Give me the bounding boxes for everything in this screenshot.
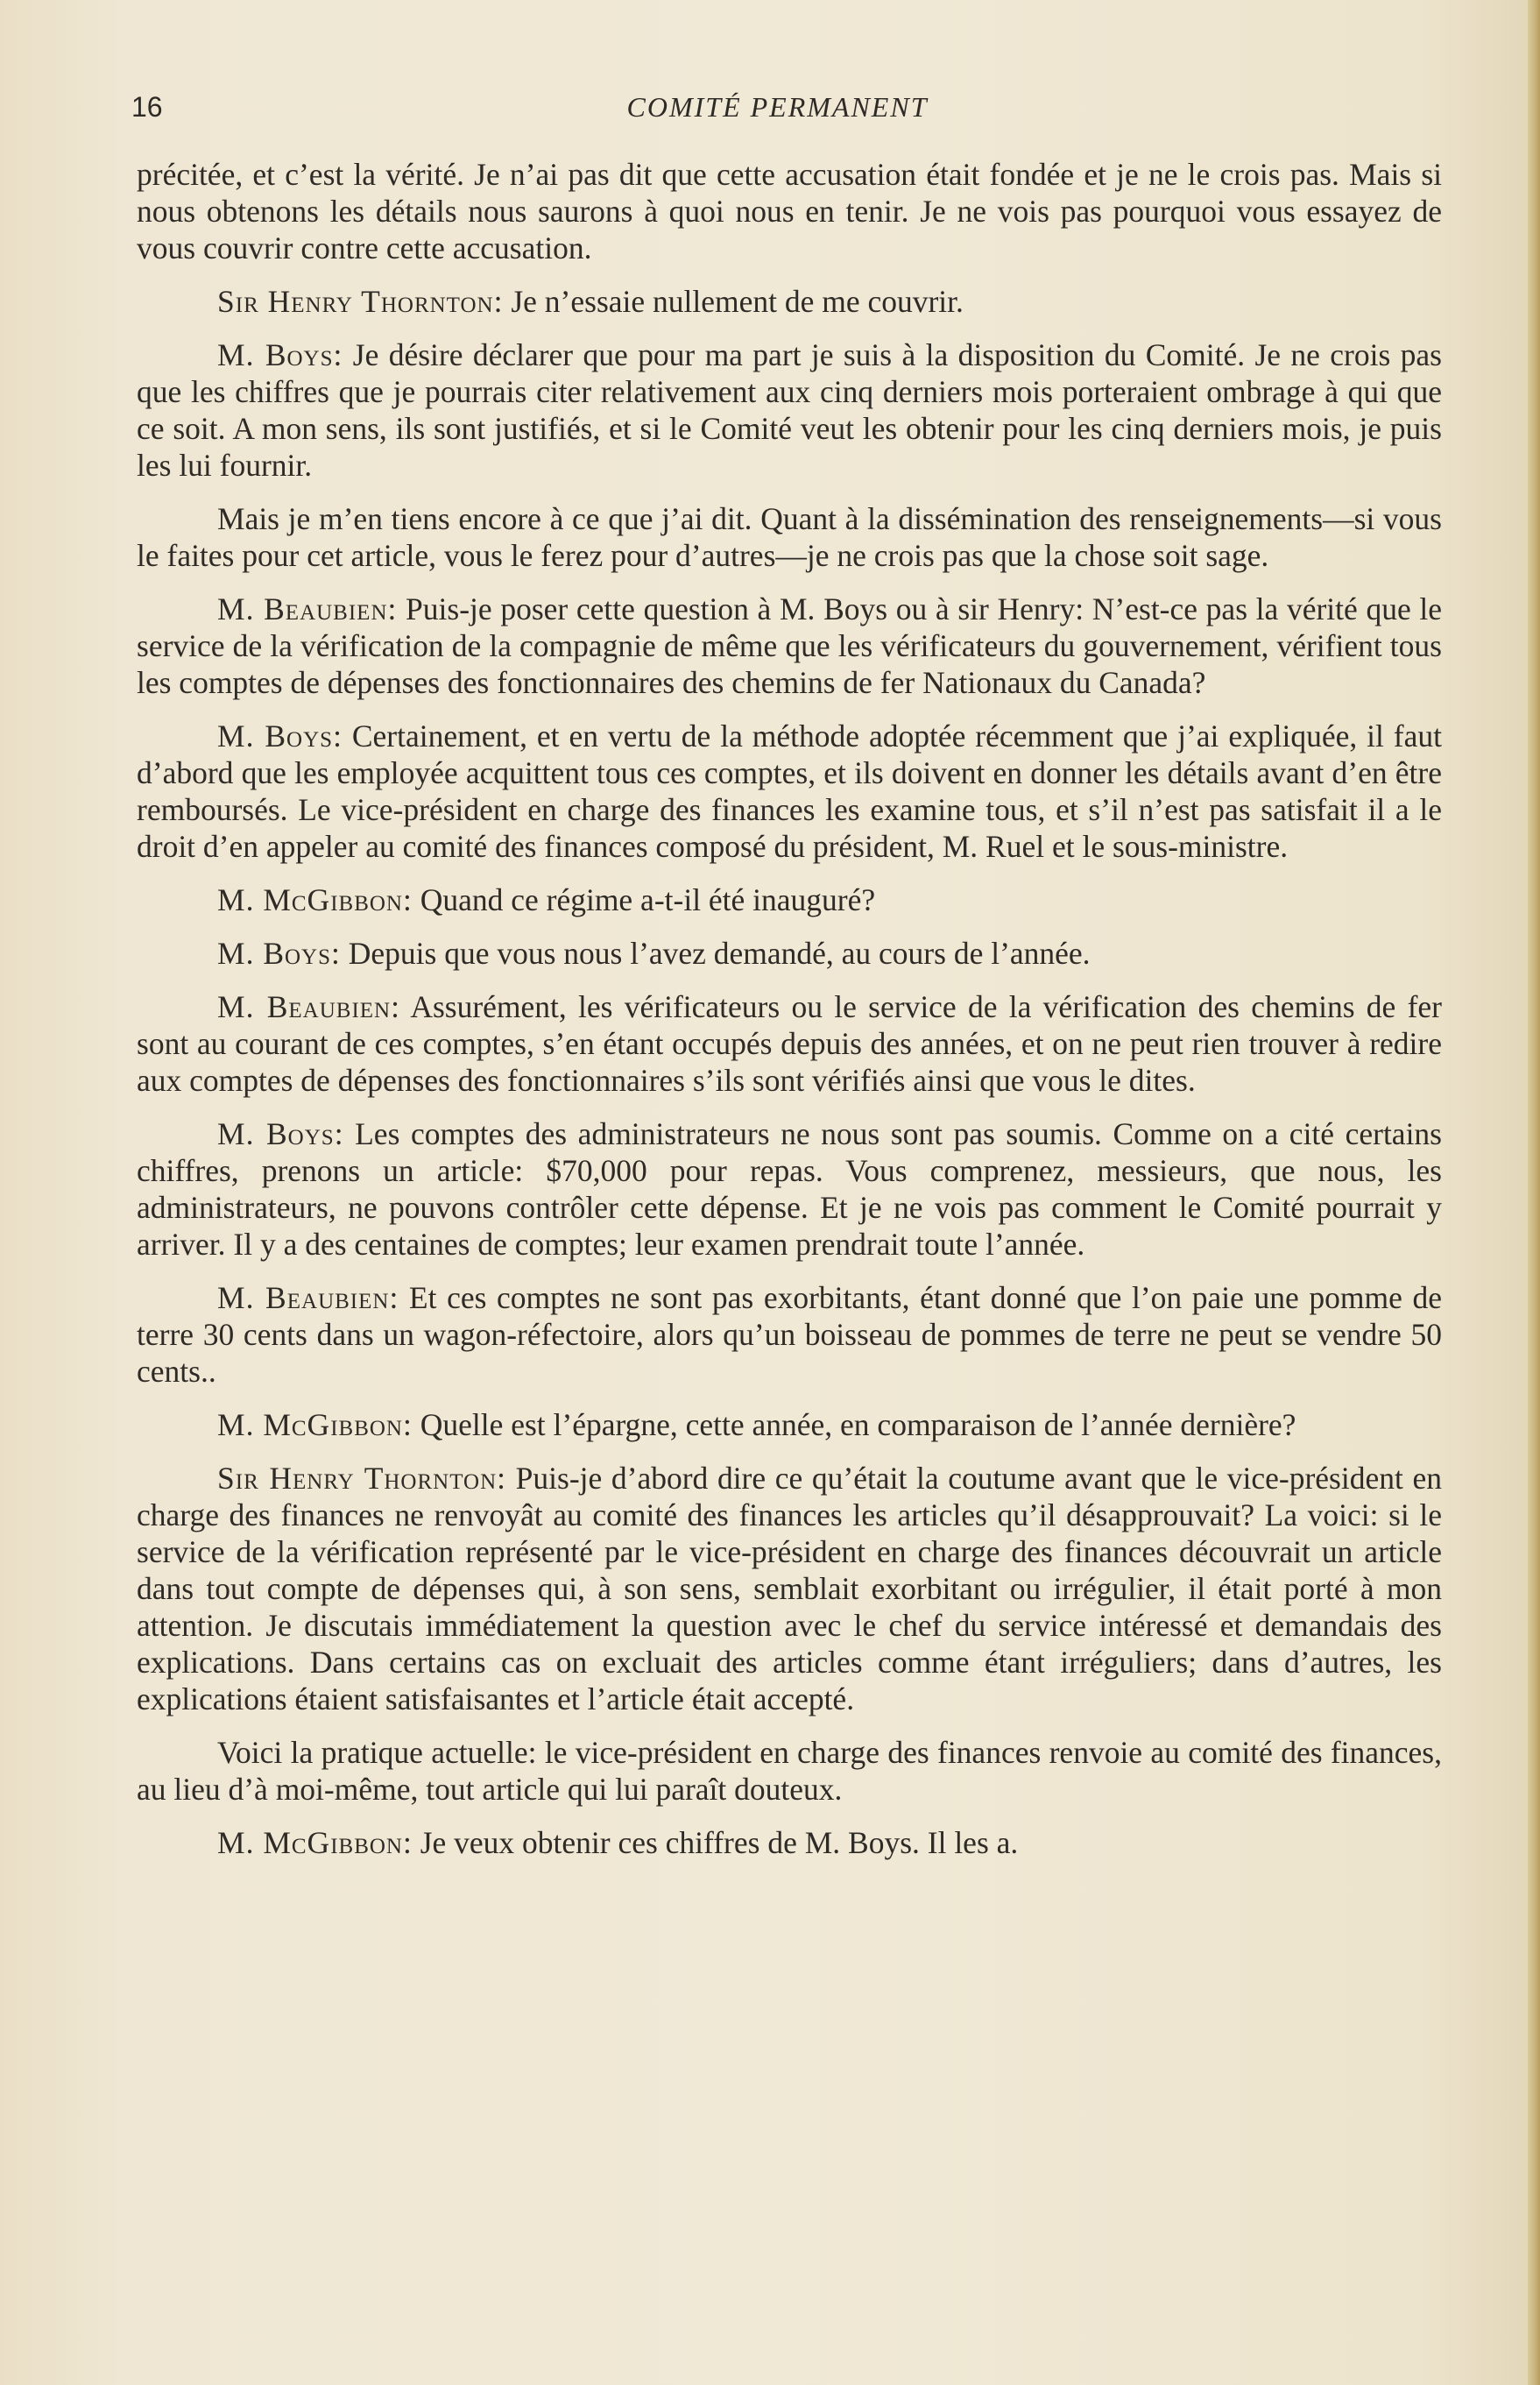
- paragraph: [137, 591, 1442, 701]
- page-header: [131, 91, 1423, 130]
- speaker-name: M. McGibbon:: [217, 882, 413, 917]
- speaker-name: M. Boys:: [217, 718, 343, 754]
- paragraph: [137, 156, 1442, 266]
- paragraph-text: Voici la pratique actuelle: le vice-président en charge des finances renvoie au comité des finances, au lieu d’à moi-même, tout article qui lui paraît douteux.: [137, 1735, 1442, 1807]
- speaker-name: Sir Henry Thornton:: [217, 284, 504, 319]
- paragraph: [137, 1279, 1442, 1390]
- speaker-name: M. McGibbon:: [217, 1407, 413, 1442]
- body-text: [137, 156, 1442, 1878]
- paragraph-text: Mais je m’en tiens encore à ce que j’ai dit. Quant à la dissémination des renseignements—si vous le faites pour cet article, vous le ferez pour d’autres—je ne crois pas que la chose soit sage.: [137, 501, 1442, 573]
- paragraph: [137, 988, 1442, 1099]
- paragraph: [137, 935, 1442, 972]
- paragraph-text: Et ces comptes ne sont pas exorbitants, étant donné que l’on paie une pomme de terre 30 cents dans un wagon-réfectoire, alors qu’un boisseau de pommes de terre ne peut se vendre 50 cents..: [137, 1280, 1442, 1389]
- paragraph: [137, 1460, 1442, 1717]
- paragraph-text: Puis-je poser cette question à M. Boys ou à sir Henry: N’est-ce pas la vérité que le service de la vérification de la compagnie de même que les vérificateurs du gouvernement, vérifient tous les comptes de dépenses des fonctionnaires des chemins de fer Nationaux du Canada?: [137, 591, 1443, 700]
- paragraph-text: précitée, et c’est la vérité. Je n’ai pas dit que cette accusation était fondée et je ne le crois pas. Mais si nous obtenons les détails nous saurons à quoi nous en tenir. Je ne vois pas pourquoi vous essayez de vous couvrir contre cette accusation.: [137, 157, 1442, 265]
- speaker-name: Sir Henry Thornton:: [217, 1461, 507, 1496]
- page-edge-shadow: [1528, 0, 1540, 2385]
- paragraph-text: Certainement, et en vertu de la méthode adoptée récemment que j’ai expliquée, il faut d’abord que les employée acquittent tous ces comptes, et ils doivent en donner les détails avant d’en être remboursés. Le vice-président en charge des finances les examine tous, et s’il n’est pas satisfait il a le droit d’en appeler au comité des finances composé du président, M. Ruel et le sous-ministre.: [137, 718, 1442, 864]
- paragraph-text: Quand ce régime a-t-il été inauguré?: [412, 882, 876, 917]
- paragraph: [137, 881, 1442, 918]
- paragraph-text: Je n’essaie nullement de me couvrir.: [503, 284, 964, 319]
- paragraph: [137, 1734, 1442, 1808]
- paragraph: [137, 336, 1442, 484]
- speaker-name: M. Boys:: [217, 337, 343, 372]
- paragraph: [137, 718, 1442, 865]
- speaker-name: M. Beaubien:: [217, 989, 400, 1024]
- speaker-name: M. Boys:: [217, 936, 341, 971]
- paragraph-text: Les comptes des administrateurs ne nous sont pas soumis. Comme on a cité certains chiffres, prenons un article: $70,000 pour repas. Vous comprenez, messieurs, que nous, les administrateurs, ne pouvons contrôler cette dépense. Et je ne vois pas comment le Comité pourrait y arriver. Il y a des centaines de comptes; leur examen prendrait toute l’année.: [137, 1116, 1442, 1262]
- paragraph-text: Assurément, les vérificateurs ou le service de la vérification des chemins de fer sont au courant de ces comptes, s’en étant occupés depuis des années, et on ne peut rien trouver à redire aux comptes de dépenses des fonctionnaires s’ils sont vérifiés ainsi que vous le dites.: [137, 989, 1442, 1098]
- speaker-name: M. McGibbon:: [217, 1825, 413, 1860]
- paragraph: [137, 1406, 1442, 1443]
- speaker-name: M. Beaubien:: [217, 591, 398, 626]
- paragraph: [137, 283, 1442, 320]
- paragraph: [137, 1115, 1442, 1263]
- paragraph-text: Je désire déclarer que pour ma part je suis à la disposition du Comité. Je ne crois pas que les chiffres que je pourrais citer relativement aux cinq derniers mois porteraient ombrage à qui que ce soit. A mon sens, ils sont justifiés, et si le Comité veut les obtenir pour les cinq derniers mois, je puis les lui fournir.: [137, 337, 1442, 483]
- speaker-name: M. Beaubien:: [217, 1280, 399, 1315]
- speaker-name: M. Boys:: [217, 1116, 344, 1151]
- paragraph-text: Je veux obtenir ces chiffres de M. Boys. Il les a.: [412, 1825, 1019, 1860]
- paragraph: [137, 1824, 1442, 1861]
- paragraph-text: Quelle est l’épargne, cette année, en comparaison de l’année dernière?: [412, 1407, 1296, 1442]
- running-title: COMITÉ PERMANENT: [626, 91, 929, 123]
- page-number: 16: [131, 91, 163, 123]
- paragraph-text: Depuis que vous nous l’avez demandé, au cours de l’année.: [340, 936, 1091, 971]
- paragraph: [137, 500, 1442, 574]
- paragraph-text: Puis-je d’abord dire ce qu’était la coutume avant que le vice-président en charge des finances ne renvoyât au comité des finances les articles qu’il désapprouvait? La voici: si le service de la vérification représenté par le vice-président en charge des finances découvrait un article dans tout compte de dépenses qui, à son sens, semblait exorbitant ou irrégulier, il était porté à mon attention. Je discutais immédiatement la question avec le chef du service intéressé et demandais des explications. Dans certains cas on excluait des articles comme étant irréguliers; dans d’autres, les explications étaient satisfaisantes et l’article était accepté.: [137, 1461, 1442, 1716]
